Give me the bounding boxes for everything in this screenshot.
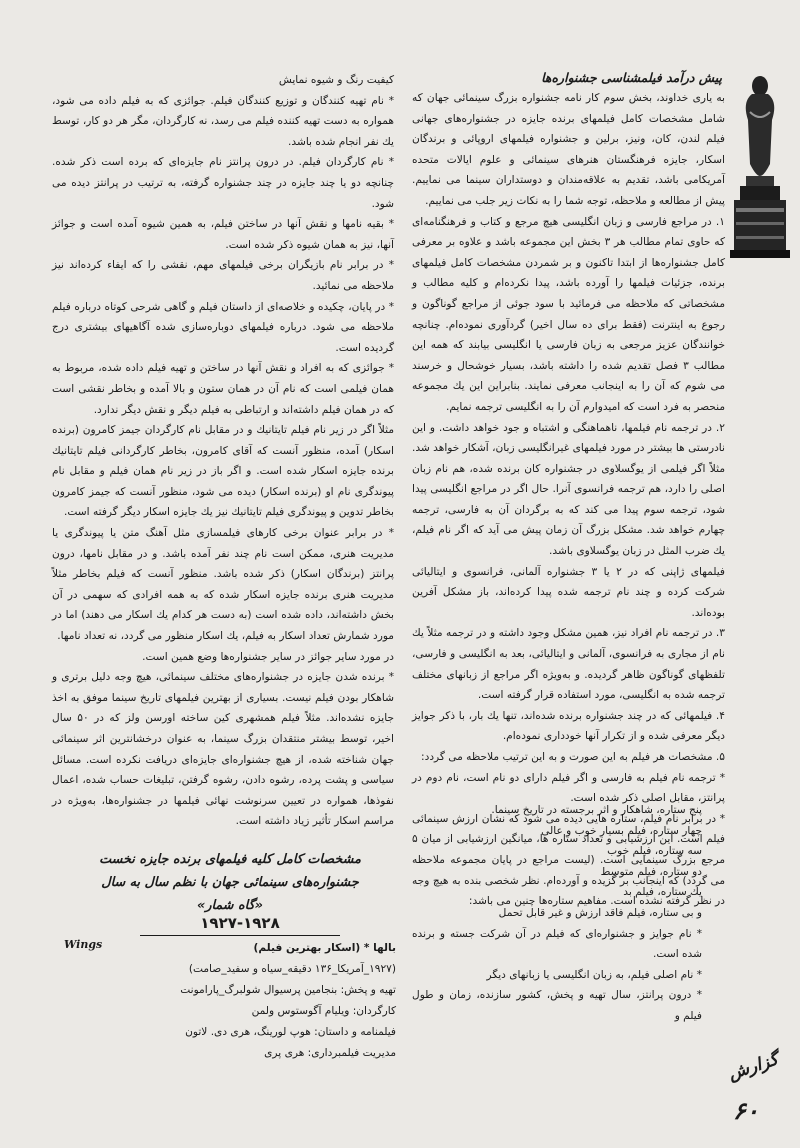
notes-column: [52, 70, 394, 846]
notes-paragraph: * برنده شدن جایزه در جشنواره‌های مختلف سینمائی، هیچ وجه دلیل برتری و شاهکار بودن فیلم نیست. بسیاری از بهترین فیلمهای تاریخ سینما موفق به اخذ جایزه نشده‌اند. مثلاً فیلم همشهری کین ساخته اورسن ولز که در ۵۰ سال اخیر، توسط بیشتر منتقدان بزرگ سینما، به عنوان درخشانترین اثر سینمائی جهان شناخته شده، از هیچ جشنواره‌ای جایزه‌ای دریافت نکرده است. مسائل سیاسی و پشت پرده، رشوه دادن، رشوه گرفتن، تبلیغات حساب شده، اعمال نفوذها، همواره در تعیین سرنوشت نهائی فیلمها در جشنواره‌ها، به‌ویژه در مراسم اسکار تأثیر زیاد داشته است.: [52, 671, 394, 828]
film-title: بالها * (اسکار بهترین فیلم): [253, 942, 396, 954]
notes-paragraph: * جوائزی که به افراد و نقش آنها در ساختن و تهیه فیلم داده شده، مربوط به همان فیلمی است که نام آن در همان ستون و بالا آمده و بخاطر نقشی است که در همان فیلم داشته‌اند و ارتباطی به فیلم دیگر و نقش دیگر ندارد.: [52, 362, 394, 416]
film-entry: [100, 938, 396, 1064]
notes-paragraph: * بقیه نامها و نقش آنها در ساختن فیلم، به همین شیوه آمده است و جوائز آنها، نیز به همان شیوه ذکر شده است.: [52, 218, 394, 251]
intro-paragraph: * درون پرانتز، سال تهیه و پخش، کشور سازنده، زمان و طول فیلم و: [412, 989, 702, 1022]
film-credit: فیلمنامه و داستان: هوپ لورینگ، هری دی. لاتون: [185, 1026, 396, 1038]
listing-heading-line: مشخصات کامل کلیه فیلمهای برنده جایزه نخست: [99, 852, 361, 867]
star-rating-line: پنج ستاره، شاهکار و اثر برجسته در تاریخ سینما.: [491, 804, 702, 816]
intro-paragraph: ۴. فیلمهائی که در چند جشنواره برنده شده‌اند، تنها یك بار، با ذکر جوایز دیگر معرفی شده و از تکرار آنها خودداری نموده‌ام.: [412, 709, 725, 743]
notes-paragraph: * در برابر نام بازیگران برخی فیلمهای مهم، نقشی را که ایفاء کرده‌اند نیز ملاحظه می نمائید.: [52, 259, 394, 292]
logo-text: گزارش: [725, 1049, 781, 1085]
star-rating-line: دو ستاره، فیلم متوسط: [600, 865, 702, 878]
intro-paragraph: فیلمهای ژاپنی که در ۲ یا ۳ جشنواره آلمانی، فرانسوی و ایتالیائی شرکت کرده و چند نام ترجمه شده پیدا کرده‌اند، باز مشکل آفرین بوده‌اند.: [412, 565, 725, 619]
intro-paragraph: به یاری خداوند، بخش سوم کار نامه جشنواره بزرگ سینمائی جهان که شامل مشخصات کامل فیلمهای برنده جایزه در جشنواره‌های جهانی فیلم لندن، کان، ونیز، برلین و جشنواره فیلمهای اروپائی و برندگان اسکار، جایزه فرهنگستان هنرهای سینمائی و علوم ایالات متحده آمریکامی باشد، تقدیم به علاقه‌مندان و دوستداران سینما می نماییم. پیش از مطالعه و ملاحظه، توجه شما را به نکات زیر جلب می نماییم.: [412, 92, 725, 207]
notes-paragraph: کیفیت رنگ و شیوه نمایش: [278, 74, 394, 86]
intro-paragraph: ۲. در ترجمه نام فیلمها، ناهماهنگی و اشتباه و جود خواهد داشت. و این نادرستی ها بیشتر در مورد فیلمهای غیرانگلیسی زبان، آشکار خواهد شد. مثلاً اگر فیلمی از یوگسلاوی در جشنواره کان برنده شده، هم نام زبان اصلی را دارد، هم ترجمه فرانسوی آنرا. حال اگر در مراجع انگلیسی پیدا شود، ترجمه سوم پیدا می کند که به برگردان آن به فارسی، ترجمه چهارم خواهد شد. مشکل بزرگ آن زمان پیش می آید که اگر نام فیلم، یك ضرب المثل در زبان یوگسلاوی باشد.: [412, 421, 725, 558]
listing-heading-line: جشنواره‌های سینمائی جهان با نظم سال به سال «گاه شمار»: [101, 875, 359, 913]
film-credit: مدیریت فیلمبرداری: هری پری: [264, 1047, 396, 1059]
intro-paragraph: ۳. در ترجمه نام افراد نیز، همین مشکل وجود داشته و در ترجمه مثلاً یك نام از مجاری به فرانسوی، آلمانی و ایتالیائی، بعد به انگلیسی و فارسی، تلفظهای گوناگون ظاهر گردیده. و به‌ویژه اگر مراجع از زبانهای مختلف ترجمه شده به انگلیسی، مورد استفاده قرار گرفته است.: [412, 627, 725, 702]
magazine-logo: [726, 1040, 780, 1090]
year-range: ۱۹۲۷-۱۹۲۸: [200, 914, 280, 932]
divider: [140, 935, 340, 936]
intro-title: پیش درآمد فیلمشناسی جشنواره‌ها: [541, 70, 722, 85]
notes-paragraph: * در پایان، چکیده و خلاصه‌ای از داستان فیلم و گاهی شرحی کوتاه درباره فیلم ملاحظه می شود. درباره فیلمهای دوباره‌سازی شده آگاهیهای بیشتری درج گردیده است.: [52, 300, 394, 354]
intro-paragraph: * نام اصلی فیلم، به زبان انگلیسی یا زبانهای دیگر: [486, 968, 702, 981]
intro-paragraph: ۱. در مراجع فارسی و زبان انگلیسی هیچ مرجع و کتاب و فرهنگنامه‌ای که حاوی تمام مطالب هر ۳ بخش این مجموعه باشد و علاوه بر معرفی کامل جشنواره‌ها از ابتدا تاکنون و بر شمردن مشخصات کامل فیلمهای برنده، جزئیات فیلمها را آورده باشد، پیدا نکرده‌ام و کلیه مطالب و مشخصاتی که ملاحظه می فرمائید با سود جوئی از مراجع گوناگون و رجوع به اینترنت (فقط برای ده سال اخیر) گردآوری نموده‌ام. چنانچه خوانندگان عزیز مرجعی به زبان فارسی یا انگلیسی بیابند که همه این مطالب ۳ فصل تقدیم شده را داشته باشد، بسیار خوشحال و خرسند می شوم که آن را به اینجانب معرفی نمایند. بنابراین این یك مجموعه منحصر به فرد است که امیدوارم آن را به انگلیسی ترجمه نمایم.: [412, 215, 725, 413]
star-rating-line: یك ستاره، فیلم بد: [623, 886, 702, 899]
notes-paragraph: * در برابر عنوان برخی کارهای فیلمسازی مثل آهنگ متن یا پیوندگری یا مدیریت هنری، ممکن است نام چند نفر آمده باشد. و در مقابل نامها، درون پرانتز (برندگان اسکار) ذکر شده باشد. منظور آنست که فیلم بخاطر مثلاً مدیریت هنری برنده جایزه اسکار شده که به همه افرادی که سهمی در آن بخش داشته‌اند، داده شده است (به دست هر کدام یك اسکار می دهند) اما در مورد شمارش تعداد اسکار به فیلم، یك اسکار منظور می گردد، نه تعداد نامها.: [52, 527, 394, 643]
notes-paragraph: مثلاً اگر در زیر نام فیلم تایتانیك و در مقابل نام کارگردان جیمز کامرون (برنده اسکار) آمده، منظور آنست که آقای کامرون، بخاطر کارگردانی فیلم تایتانیك برنده جایزه اسکار شده است. و اگر باز در زیر نام همان فیلم و مقابل نام پیوندگری نام او (برنده اسکار) دیده می شود، منظور آنست که جیمز کامرون بخاطر تدوین و پیوندگری فیلم تایتانیك نیز یك جایزه اسکار دیگر گرفته است.: [52, 424, 394, 519]
oscar-statuette-icon: [728, 72, 792, 260]
star-legend-column: [412, 800, 702, 1100]
intro-paragraph: * نام جوایز و جشنواره‌ای که فیلم در آن شرکت جسته و برنده شده است.: [412, 927, 702, 961]
notes-paragraph: * نام تهیه کنندگان و توزیع کنندگان فیلم. جوائزی که به فیلم داده می شود، همواره به دست تهیه کننده فیلم می رسد، نه کارگردان، مگر هر دو کار، توسط یك نفر انجام شده باشد.: [52, 94, 394, 148]
notes-paragraph: در مورد سایر جوائز در سایر جشنواره‌ها وضع همین است.: [142, 650, 394, 663]
film-credit: کارگردان: ویلیام آگوستوس ولمن: [251, 1005, 396, 1017]
intro-paragraph: * ترجمه نام فیلم به فارسی و اگر فیلم دارای دو نام است، نام دوم در پرانتز، مقابل اصلی ذکر شده است.: [412, 771, 725, 805]
intro-paragraph: ۵. مشخصات هر فیلم به این صورت و به این ترتیب ملاحظه می گردد:: [421, 751, 725, 763]
film-info: (۱۹۲۷_آمریکا_۱۳۶ دقیقه_سیاه و سفید_صامت): [188, 963, 396, 975]
star-rating-line: و بی ستاره، فیلم فاقد ارزش و غیر قابل تحمل: [498, 906, 702, 919]
film-credit: تهیه و پخش: بنجامین پرسیوال شولبرگ_پارامونت: [180, 984, 396, 996]
notes-paragraph: * نام کارگردان فیلم. در درون پرانتز نام جایزه‌ای که برده است ذکر شده. چنانچه دو یا چند جایزه در چند جشنواره گرفته، به ترتیب در پرانتز دیده می شود.: [52, 156, 394, 210]
film-original-title: Wings: [64, 938, 103, 951]
star-rating-line: سه ستاره، فیلم خوب: [607, 845, 702, 858]
star-rating-line: چهار ستاره، فیلم بسیار خوب و عالی: [541, 824, 702, 837]
page-number: ۶۰: [733, 1096, 759, 1125]
intro-paragraph: * در برابر نام فیلم، ستاره هایی دیده می شود که نشان ارزش سینمائی فیلم است. این ارزشیابی و تعداد ستاره ها، میانگین ارزشیابی از میان ۵ مرجع بزرگ سینمایی است. (لیست مراجع در پایان مجموعه ملاحظه می گردد) که اینجانب بر گزیده و آورده‌ام. نظر شخصی بنده به هیچ وجه در نظر گرفته نشده است. مفاهیم ستاره‌ها چنین می باشد:: [412, 812, 725, 908]
listing-heading: [90, 848, 370, 917]
